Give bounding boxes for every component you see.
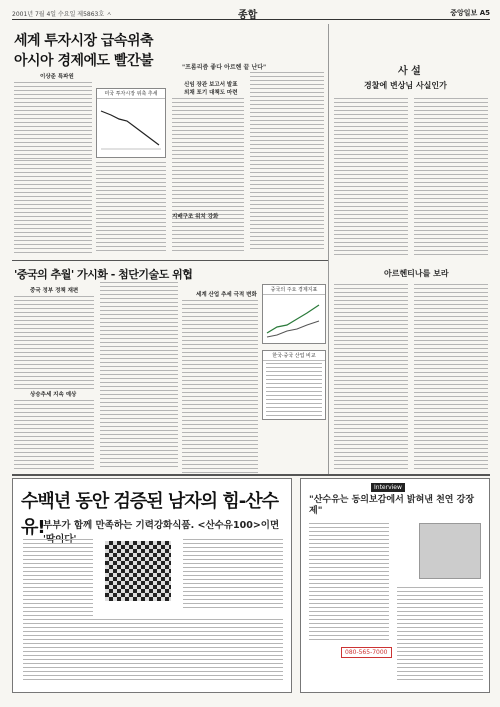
phone-number: 080-565-7000 xyxy=(341,647,392,658)
middle-subhead-3: 지배구조 워치 강화 xyxy=(172,214,219,220)
top-chart xyxy=(96,88,166,158)
ad-product-image xyxy=(105,541,171,601)
top-story-body-2 xyxy=(14,160,92,256)
editorial-title: 경찰에 변상님 사실인가 xyxy=(364,80,447,90)
top-byline: 이상준 특파원 xyxy=(40,74,74,80)
middle-subhead-2: 외채 포기 대책도 마련 xyxy=(184,90,238,96)
ad-subtitle: 부부가 함께 만족하는 기력강화식품. <산수유100>이면 xyxy=(43,520,280,531)
china-chart-1 xyxy=(262,284,326,344)
section-name: 종합 xyxy=(238,10,258,21)
china-headline: '중국의 추월' 가시화 - 첨단기술도 위협 xyxy=(14,268,193,281)
editorial-label: 사 설 xyxy=(398,66,421,77)
ad-body-2 xyxy=(183,539,283,611)
advertisement[interactable] xyxy=(12,478,292,693)
china-chart-2 xyxy=(262,350,326,420)
china-body-3 xyxy=(100,282,178,470)
ad-title: 수백년 동안 검증된 남자의 힘-산수유! xyxy=(21,491,278,538)
paper-page-number: 중앙일보 A5 xyxy=(450,9,490,17)
china-body-2 xyxy=(14,400,94,472)
interview-body-1 xyxy=(309,523,389,643)
editorial-body-4 xyxy=(414,284,488,472)
china-chart-1-title: 중국의 주요 경제지표 xyxy=(263,285,325,295)
top-story-body-3 xyxy=(96,162,166,254)
middle-sub-headline: "프롬리즘 좋다 아르헨 끝 난다" xyxy=(182,64,267,71)
middle-body-1 xyxy=(172,98,244,254)
top-headline-2: 아시아 경제에도 빨간불 xyxy=(14,53,153,69)
china-subhead-1: 중국 정부 정책 재편 xyxy=(30,288,79,294)
editorial-body-3 xyxy=(334,284,408,472)
editorial-body-1 xyxy=(334,98,408,258)
date-line: 2001년 7월 4일 수요일 제5863호 ㅅ xyxy=(12,11,112,18)
section-divider xyxy=(12,260,328,261)
interview-photo xyxy=(419,523,481,579)
interview-title: "산수유는 동의보감에서 밝혀낸 천연 강장제" xyxy=(309,495,475,516)
column-divider xyxy=(328,24,329,474)
middle-subhead-1: 신임 장관 보고서 발표 xyxy=(184,82,238,88)
top-headline-1: 세계 투자시장 급속위축 xyxy=(14,33,153,49)
interview-label: Interview xyxy=(371,483,405,492)
middle-body-2 xyxy=(250,72,324,252)
china-body-4 xyxy=(182,300,258,476)
ad-body-3 xyxy=(23,619,283,683)
china-body-1 xyxy=(14,296,94,392)
ad-body-1 xyxy=(23,539,93,619)
china-subhead-3: 세계 산업 추세 극적 변화 xyxy=(196,292,257,298)
china-subhead-2: 상승추세 지속 예상 xyxy=(30,392,77,398)
interview-body-2 xyxy=(397,587,483,683)
top-chart-line xyxy=(97,99,165,155)
editorial-subtitle: 아르헨티나를 보라 xyxy=(384,268,449,278)
interview-box xyxy=(300,478,490,693)
page-header xyxy=(12,6,490,20)
top-story-body xyxy=(14,82,92,162)
editorial-body-2 xyxy=(414,98,488,258)
top-chart-title: 미국 투자시장 위축 추세 xyxy=(97,89,165,99)
china-chart-2-title: 한국·중국 산업 비교 xyxy=(263,351,325,361)
china-chart-1-lines xyxy=(263,295,325,343)
